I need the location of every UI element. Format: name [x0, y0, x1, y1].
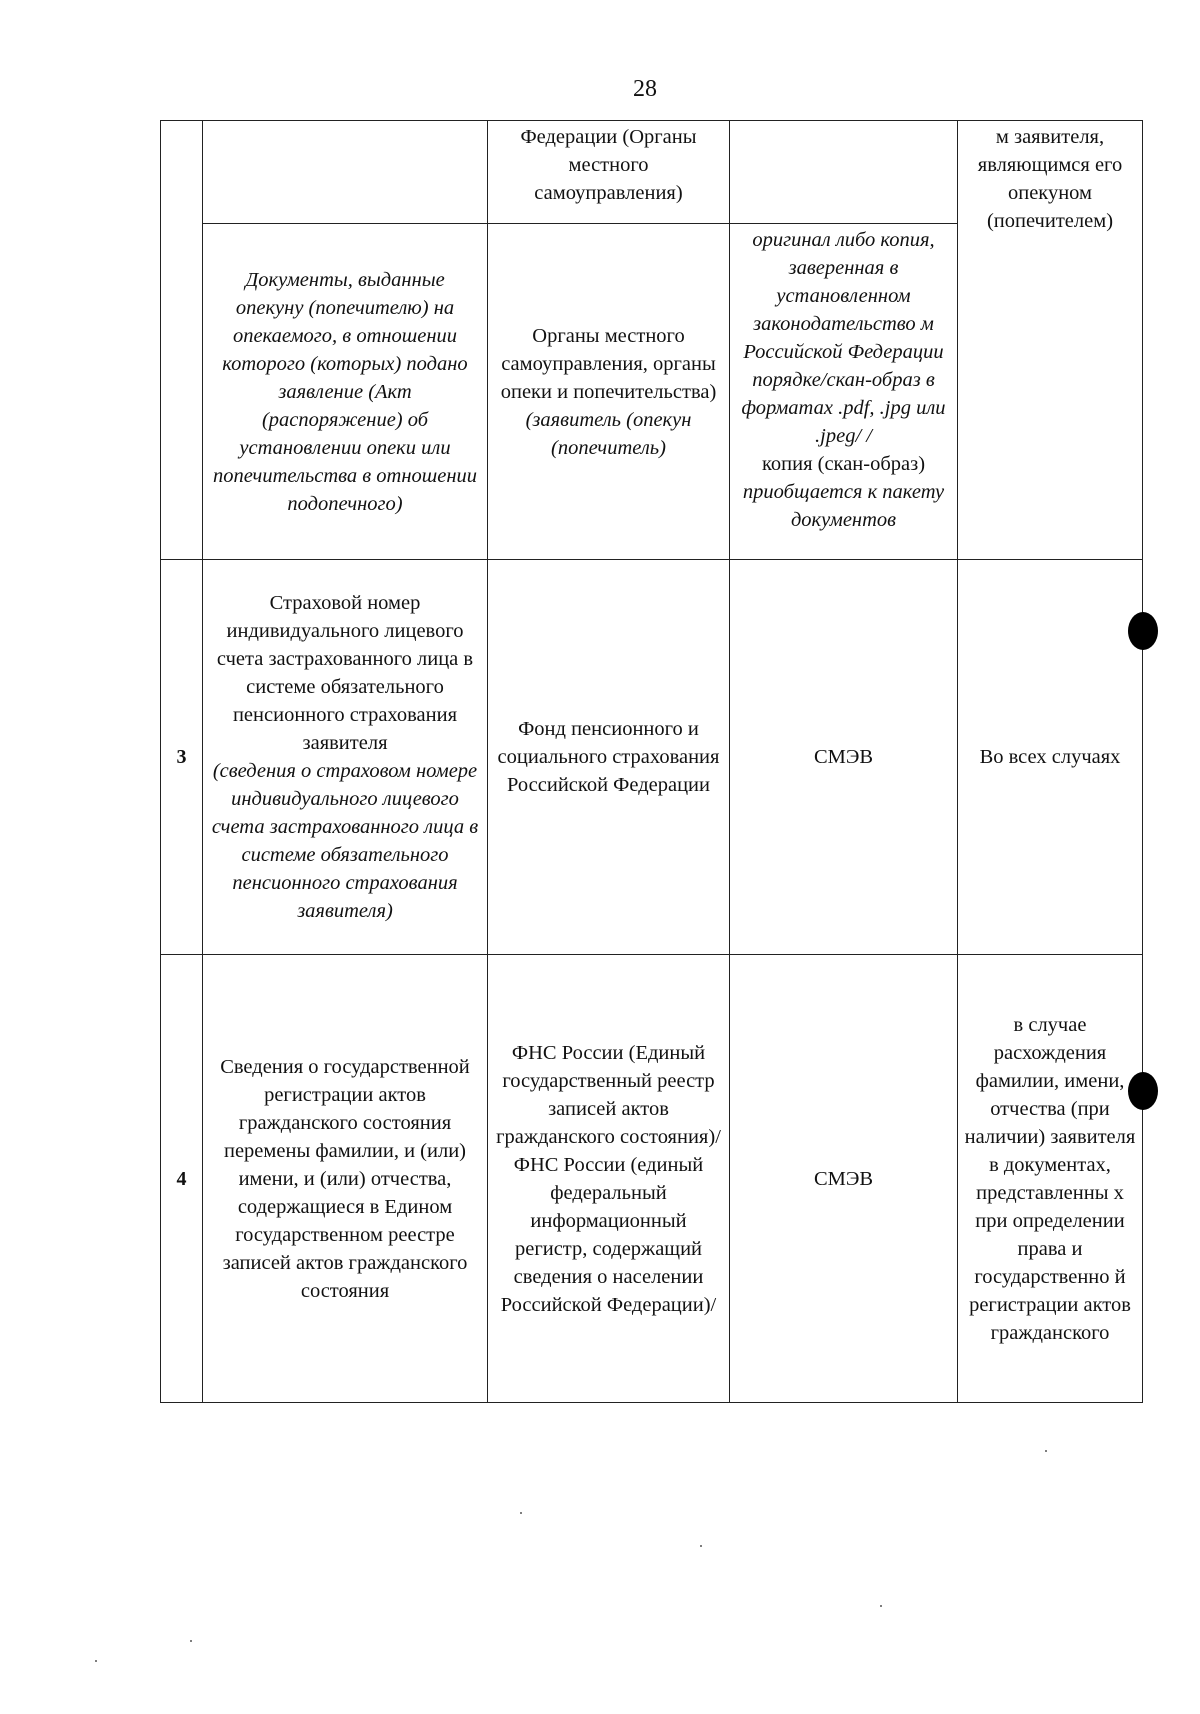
- documents-table: [160, 120, 1143, 1403]
- cell-method: СМЭВ: [730, 955, 958, 1403]
- cell-authority: Федерации (Органы местного самоуправления): [488, 121, 730, 224]
- cell-condition: м заявителя, являющимся его опекуном (попечителем): [958, 121, 1143, 560]
- cell-method: СМЭВ: [730, 560, 958, 955]
- row-number: 3: [161, 560, 203, 955]
- scan-speck: [520, 1512, 522, 1514]
- document-text: Страховой номер индивидуального лицевого счета застрахованного лица в системе обязательного пенсионного страхования заявителя: [216, 592, 474, 754]
- cell-document: Документы, выданные опекуну (попечителю) на опекаемого, в отношении которого (которых) подано заявление (Акт (распоряжение) об установлении опеки или попечительства в отношении подопечного): [203, 224, 488, 560]
- table-row: [161, 955, 1143, 1403]
- punch-hole-mark: [1128, 612, 1158, 650]
- cell-number-empty: [161, 121, 203, 560]
- cell-document: [203, 560, 488, 955]
- document-note: (сведения о страховом номере индивидуального лицевого счета застрахованного лица в системе обязательного пенсионного страхования заявителя): [211, 760, 479, 922]
- scan-speck: [190, 1640, 192, 1642]
- scan-speck: [880, 1605, 882, 1607]
- method-text: оригинал либо копия, заверенная в установленном законодательство м Российской Федерации порядке/скан-образ в форматах .pdf, .jpg или .jpeg/ /: [741, 229, 946, 447]
- method-copy: копия (скан-образ): [761, 453, 926, 475]
- cell-method: [730, 224, 958, 560]
- cell-authority: [488, 224, 730, 560]
- cell-condition: в случае расхождения фамилии, имени, отчества (при наличии) заявителя в документах, представленны х при определении права и государственно й регистрации актов гражданского: [958, 955, 1143, 1403]
- method-attach: приобщается к пакету документов: [742, 481, 945, 531]
- authority-note: (заявитель (опекун (попечитель): [525, 408, 692, 459]
- scan-speck: [1045, 1450, 1047, 1452]
- cell-method-empty: [730, 121, 958, 224]
- table-row: [161, 560, 1143, 955]
- punch-hole-mark: [1128, 1072, 1158, 1110]
- cell-document: Сведения о государственной регистрации актов гражданского состояния перемены фамилии, и (или) имени, и (или) отчества, содержащиеся в Едином государственном реестре записей актов гражданского состояния: [203, 955, 488, 1403]
- scan-speck: [95, 1660, 97, 1662]
- cell-document-empty: [203, 121, 488, 224]
- scan-speck: [700, 1545, 702, 1547]
- page-number: 28: [633, 76, 657, 102]
- cell-authority: Фонд пенсионного и социального страхования Российской Федерации: [488, 560, 730, 955]
- cell-authority: ФНС России (Единый государственный реестр записей актов гражданского состояния)/ ФНС России (единый федеральный информационный регистр, содержащий сведения о населении Российской Федерации)/: [488, 955, 730, 1403]
- cell-condition: Во всех случаях: [958, 560, 1143, 955]
- authority-text: Органы местного самоуправления, органы опеки и попечительства): [500, 324, 717, 403]
- row-number: 4: [161, 955, 203, 1403]
- table-row: [161, 121, 1143, 224]
